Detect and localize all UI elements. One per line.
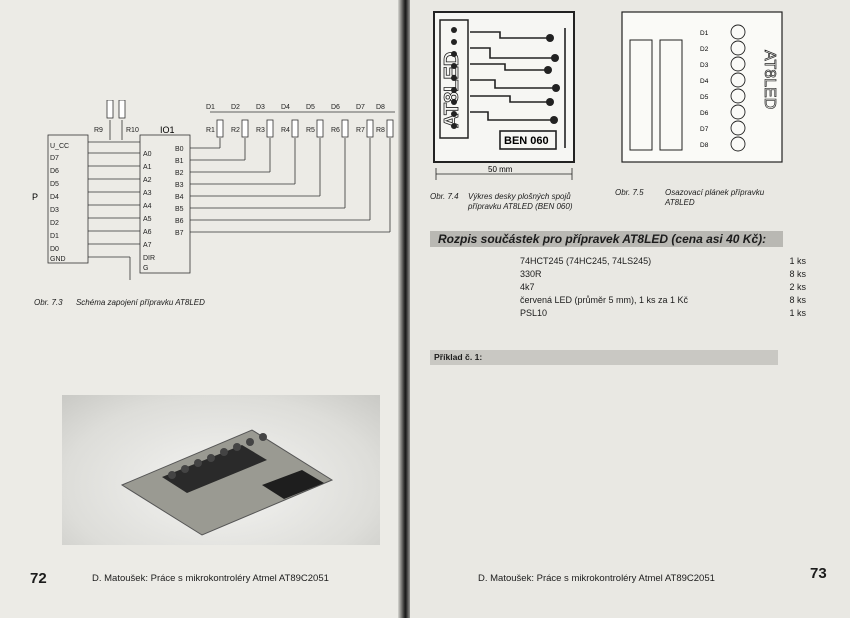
placement-led-d5: D5 — [700, 94, 709, 101]
ic-pin-a6: A6 — [143, 229, 152, 236]
ic-pin-a7: A7 — [143, 242, 152, 249]
connector-label: P — [32, 192, 39, 202]
resistor-r2-label: R2 — [231, 127, 240, 134]
resistor-r1-label: R1 — [206, 127, 215, 134]
resistor-r10-label: R10 — [126, 127, 139, 134]
placement-plan — [620, 10, 785, 170]
pin-d1: D1 — [50, 233, 59, 240]
fig-7-3-caption: Obr. 7.3 Schéma zapojení přípravku AT8LED — [34, 298, 205, 307]
ic-pin-b3: B3 — [175, 182, 184, 189]
example-label: Příklad č. 1: — [434, 352, 483, 362]
pin-d7: D7 — [50, 155, 59, 162]
resistor-r6-label: R6 — [331, 127, 340, 134]
pcb-board-text: AT8LED — [441, 51, 463, 128]
ic-pin-a2: A2 — [143, 177, 152, 184]
board-photo — [62, 395, 380, 545]
placement-led-d6: D6 — [700, 110, 709, 117]
right-page — [410, 0, 850, 618]
left-page-number: 72 — [30, 570, 47, 587]
ic-pin-a4: A4 — [143, 203, 152, 210]
ic-pin-g: G — [143, 265, 149, 272]
ic-label: IO1 — [160, 125, 175, 135]
schematic-diagram — [30, 100, 400, 295]
right-page-number: 73 — [810, 565, 827, 582]
table-row: 4k7 2 ks — [520, 282, 806, 292]
ic-pin-b6: B6 — [175, 218, 184, 225]
ic-pin-b4: B4 — [175, 194, 184, 201]
resistor-r4-label: R4 — [281, 127, 290, 134]
pin-d5: D5 — [50, 181, 59, 188]
pcb-drawing — [430, 8, 580, 188]
pin-d4: D4 — [50, 194, 59, 201]
pin-gnd: GND — [50, 256, 66, 263]
led-d7-label: D7 — [356, 104, 365, 111]
pin-d0: D0 — [50, 246, 59, 253]
placement-led-d2: D2 — [700, 46, 709, 53]
fig-7-5-caption: Osazovací plánek přípravku AT8LED — [665, 188, 765, 207]
led-d5-label: D5 — [306, 104, 315, 111]
led-d2-label: D2 — [231, 104, 240, 111]
ic-pin-dir: DIR — [143, 255, 156, 262]
ic-pin-b5: B5 — [175, 206, 184, 213]
led-d3-label: D3 — [256, 104, 265, 111]
resistor-r8-label: R8 — [376, 127, 385, 134]
placement-board-text: AT8LED — [761, 50, 778, 110]
led-d6-label: D6 — [331, 104, 340, 111]
placement-led-d1: D1 — [700, 30, 709, 37]
ic-pin-b0: B0 — [175, 146, 184, 153]
pin-d6: D6 — [50, 168, 59, 175]
ic-pin-a5: A5 — [143, 216, 152, 223]
pcb-dimension: 50 mm — [488, 165, 513, 174]
resistor-r9-label: R9 — [94, 127, 103, 134]
pin-d3: D3 — [50, 207, 59, 214]
ic-pin-b2: B2 — [175, 170, 184, 177]
pin-ucc: U_CC — [50, 143, 70, 150]
left-page — [0, 0, 400, 618]
placement-led-d3: D3 — [700, 62, 709, 69]
resistor-r3-label: R3 — [256, 127, 265, 134]
ic-pin-a0: A0 — [143, 151, 152, 158]
table-row: 330R 8 ks — [520, 269, 806, 279]
parts-heading: Rozpis součástek pro přípravek AT8LED (cena asi 40 Kč): — [430, 231, 783, 247]
table-row: PSL10 1 ks — [520, 308, 806, 318]
ic-pin-a1: A1 — [143, 164, 152, 171]
table-row: 74HCT245 (74HC245, 74LS245) 1 ks — [520, 256, 806, 266]
ic-pin-a3: A3 — [143, 190, 152, 197]
placement-led-d4: D4 — [700, 78, 709, 85]
placement-led-d8: D8 — [700, 142, 709, 149]
pin-d2: D2 — [50, 220, 59, 227]
right-running-title: D. Matoušek: Práce s mikrokontroléry Atmel AT89C2051 — [478, 573, 715, 584]
example-box — [430, 350, 778, 365]
ic-pin-b1: B1 — [175, 158, 184, 165]
resistor-r7-label: R7 — [356, 127, 365, 134]
pcb-ben-label: BEN 060 — [504, 135, 549, 147]
table-row: červená LED (průměr 5 mm), 1 ks za 1 Kč 8 ks — [520, 295, 806, 305]
led-d8-label: D8 — [376, 104, 385, 111]
led-d4-label: D4 — [281, 104, 290, 111]
parts-table — [518, 255, 808, 320]
fig-7-4-caption: Výkres desky plošných spojů přípravku AT8LED (BEN 060) — [468, 192, 573, 211]
fig-7-4-number: Obr. 7.4 — [430, 192, 459, 201]
fig-7-5-number: Obr. 7.5 — [615, 188, 644, 197]
led-d1-label: D1 — [206, 104, 215, 111]
placement-led-d7: D7 — [700, 126, 709, 133]
left-running-title: D. Matoušek: Práce s mikrokontroléry Atmel AT89C2051 — [92, 573, 329, 584]
ic-pin-b7: B7 — [175, 230, 184, 237]
resistor-r5-label: R5 — [306, 127, 315, 134]
